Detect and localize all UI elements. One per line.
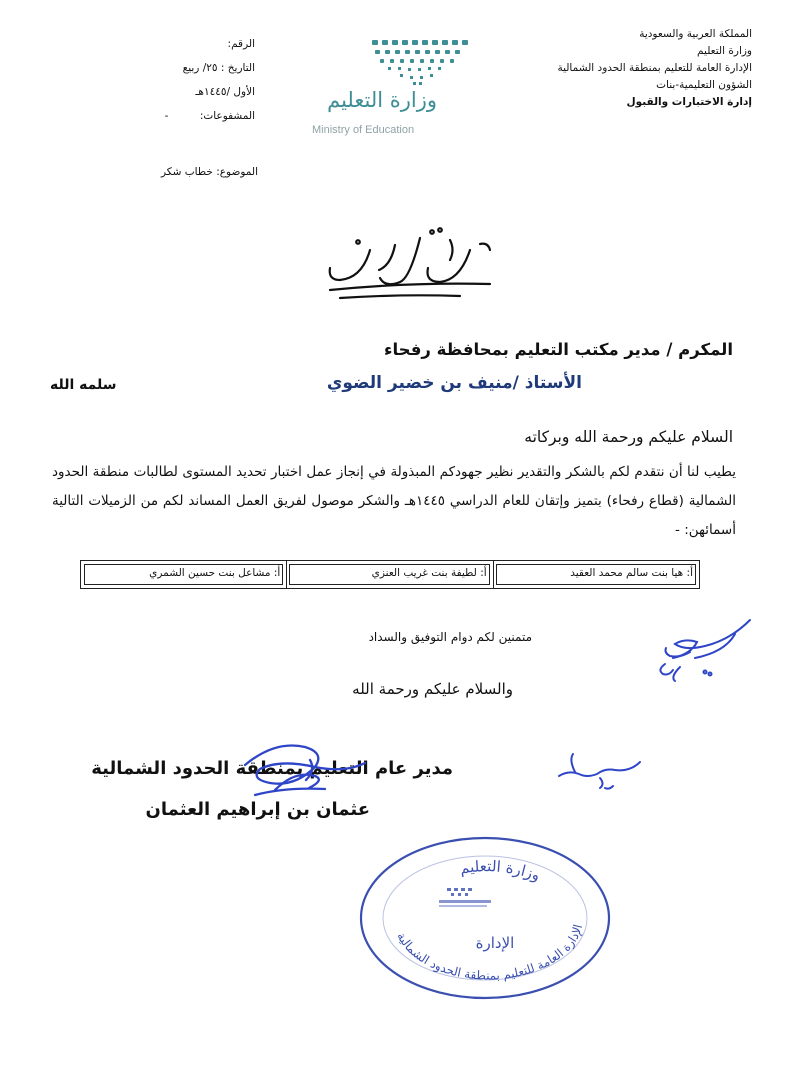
signer-title: مدير عام التعليم بمنطقة الحدود الشمالية <box>91 758 453 779</box>
svg-text:الإدارة العامة للتعليم بمنطقة <box>394 923 585 983</box>
logo-english-text: Ministry of Education <box>312 124 415 136</box>
thanks-calligraphy <box>300 220 510 310</box>
signature-icon <box>640 612 760 692</box>
addressee-name: الأستاذ /منيف بن خضير الضوي <box>326 373 582 393</box>
header-directorate: الإدارة العامة للتعليم بمنطقة الحدود الشمالية <box>557 62 752 74</box>
wish-line: متمنين لكم دوام التوفيق والسداد <box>368 630 532 644</box>
number-label: الرقم: <box>227 38 255 50</box>
greeting: السلام عليكم ورحمة الله وبركاته <box>524 428 733 446</box>
attachments-value: - <box>164 110 169 122</box>
stamp-top-text: وزارة التعليم <box>458 857 543 885</box>
addressee-salutation: سلمه الله <box>50 377 117 393</box>
team-name-cell: أ: لطيفة بنت غريب العنزي <box>286 561 492 588</box>
addressee-line: المكرم / مدير مكتب التعليم بمحافظة رفحاء <box>384 340 733 359</box>
director-signature-icon <box>225 735 375 815</box>
header-kingdom: المملكة العربية والسعودية <box>639 28 752 40</box>
attachments-row <box>160 104 255 128</box>
date-label: التاريخ : ٢٥/ ربيع الأول /١٤٤٥هـ <box>182 62 255 98</box>
header-department: إدارة الاختبارات والقبول <box>626 96 752 108</box>
ministry-header <box>522 26 752 111</box>
stamp-center-text: الإدارة <box>475 934 515 952</box>
team-name-cell: أ: هيا بنت سالم محمد العقيد <box>493 561 699 588</box>
attachments-label: المشفوعات: <box>199 110 255 122</box>
logo-dots-icon <box>300 36 475 96</box>
team-name-cell: أ: مشاعل بنت حسين الشمري <box>81 561 286 588</box>
official-stamp <box>355 830 615 1000</box>
director-signature <box>225 735 375 815</box>
subject-line: الموضوع: خطاب شكر <box>160 166 258 178</box>
ministry-logo <box>300 36 475 146</box>
stamp-bottom-text: الإدارة العامة للتعليم بمنطقة الحدود الشمالية <box>394 923 586 983</box>
calligraphy-art-icon <box>300 220 510 310</box>
reference-block <box>160 32 255 128</box>
initials-signature <box>545 748 655 798</box>
logo-arabic-text: وزارة التعليم <box>327 88 437 112</box>
letter-body: يطيب لنا أن نتقدم لكم بالشكر والتقدير نظير جهودكم المبذولة في إنجاز عمل اختبار تحديد المستوى لطالبات منطقة الحدود الشمالية (قطاع رفحاء) بتميز وإتقان للعام الدراسي ١٤٤٥هـ والشكر موصول لفريق العمل المساند لكم من الزميلات التالية أسمائهن: - <box>52 464 736 538</box>
team-names-table <box>80 560 700 589</box>
header-affairs: الشؤون التعليمية-بنات <box>656 79 752 91</box>
handwritten-signature <box>640 612 760 692</box>
svg-text:وزارة التعليم <box>458 857 542 884</box>
initials-icon <box>545 748 655 798</box>
signer-name: عثمان بن إبراهيم العثمان <box>145 799 370 820</box>
stamp-seal-icon <box>355 830 615 1000</box>
closing-line: والسلام عليكم ورحمة الله <box>352 680 513 698</box>
header-ministry: وزارة التعليم <box>697 45 752 57</box>
